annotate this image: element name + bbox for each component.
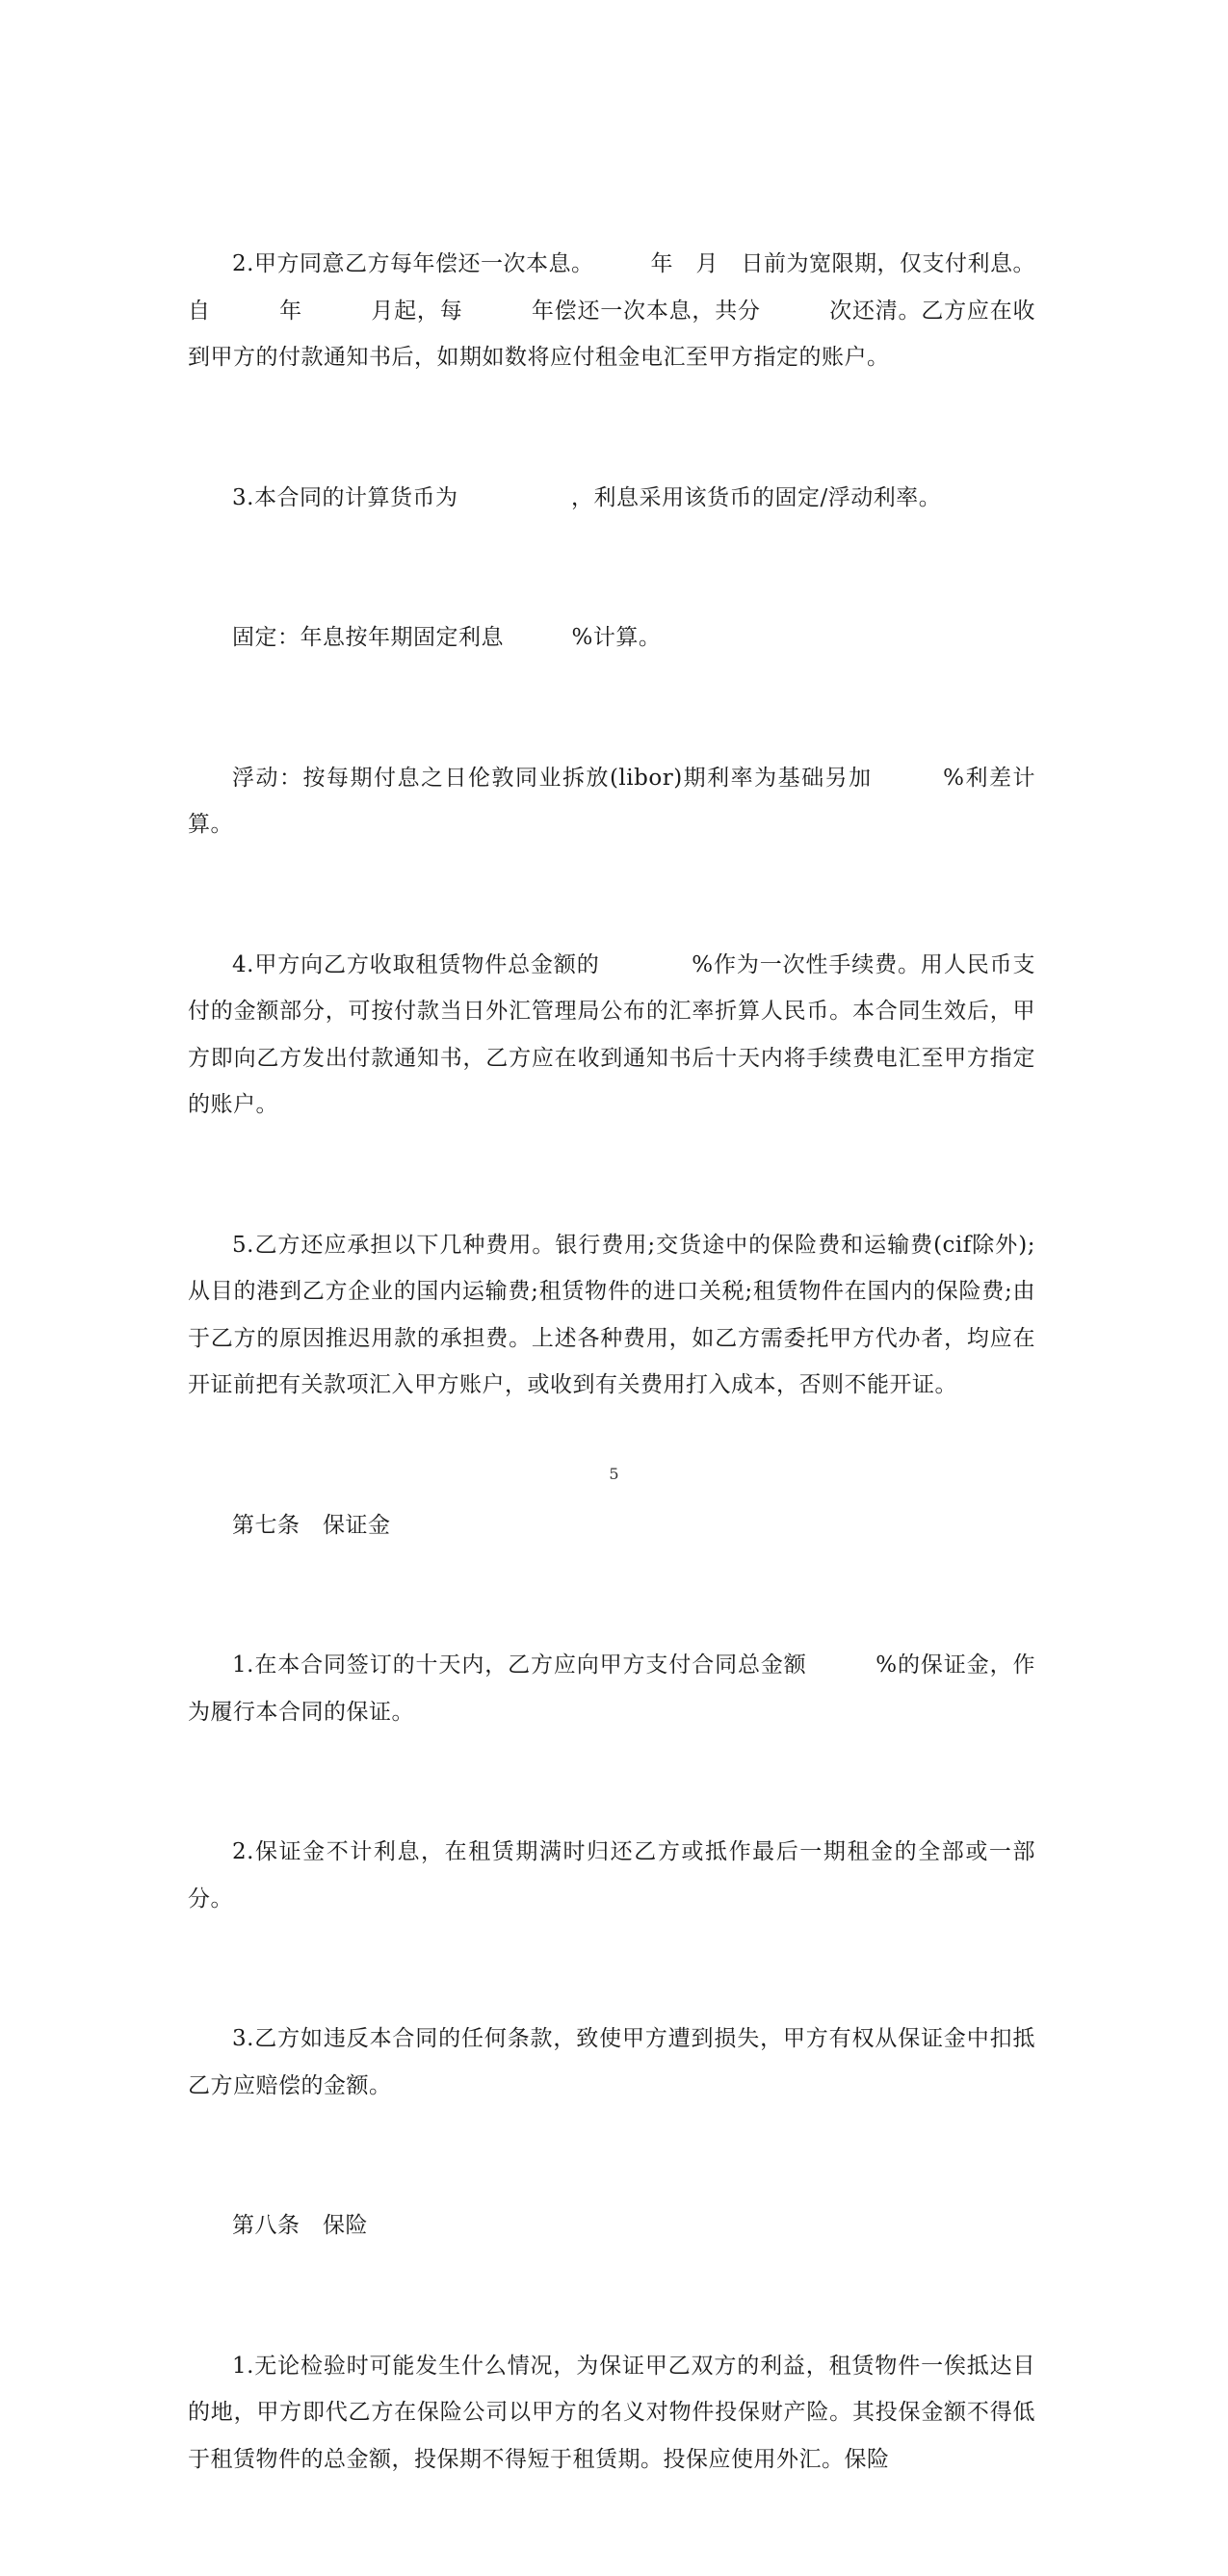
section-heading-insurance: 第八条 保险: [232, 2213, 368, 2238]
paragraph-deposit-2: 2.保证金不计利息，在租赁期满时归还乙方或抵作最后一期租金的全部或一部分。: [188, 1839, 1035, 1912]
paragraph-handling-fee: 4.甲方向乙方收取租赁物件总金额的 %作为一次性手续费。用人民币支付的金额部分，可按付款当日外汇管理局公布的汇率折算人民币。本合同生效后，甲方即向乙方发出付款通知书，乙方应在收到通知书后十天内将手续费电汇至甲方指定的账户。: [188, 951, 1035, 1117]
section-heading-deposit: 第七条 保证金: [232, 1512, 391, 1538]
paragraph-deposit-3: 3.乙方如违反本合同的任何条款，致使甲方遭到损失，甲方有权从保证金中扣抵乙方应赔偿的金额。: [188, 2026, 1035, 2098]
paragraph-repayment-terms: 2.甲方同意乙方每年偿还一次本息。 年 月 日前为宽限期，仅支付利息。自 年 月起，每 年偿还一次本息，共分 次还清。乙方应在收到甲方的付款通知书后，如期如数将应付租金电汇至甲方指定的账户。: [188, 251, 1035, 370]
document-body: [188, 147, 1035, 2576]
paragraph-deposit-1: 1.在本合同签订的十天内，乙方应向甲方支付合同总金额 %的保证金，作为履行本合同的保证。: [188, 1652, 1035, 1725]
paragraph-floating-rate: 浮动：按每期付息之日伦敦同业拆放(libor)期利率为基础另加 %利差计算。: [188, 765, 1035, 837]
paragraph-fixed-rate: 固定：年息按年期固定利息 %计算。: [232, 625, 662, 650]
paragraph-other-fees: 5.乙方还应承担以下几种费用。银行费用;交货途中的保险费和运输费(cif除外);从目的港到乙方企业的国内运输费;租赁物件的进口关税;租赁物件在国内的保险费;由于乙方的原因推迟用款的承担费。上述各种费用，如乙方需委托甲方代办者，均应在开证前把有关款项汇入甲方账户，或收到有关费用打入成本，否则不能开证。: [188, 1232, 1035, 1397]
paragraph-insurance-1: 1.无论检验时可能发生什么情况，为保证甲乙双方的利益，租赁物件一俟抵达目的地，甲方即代乙方在保险公司以甲方的名义对物件投保财产险。其投保金额不得低于租赁物件的总金额，投保期不得短于租赁期。投保应使用外汇。保险: [188, 2353, 1035, 2472]
page-number: 5: [609, 1465, 619, 1483]
paragraph-currency: 3.本合同的计算货币为 ，利息采用该货币的固定/浮动利率。: [232, 484, 942, 510]
